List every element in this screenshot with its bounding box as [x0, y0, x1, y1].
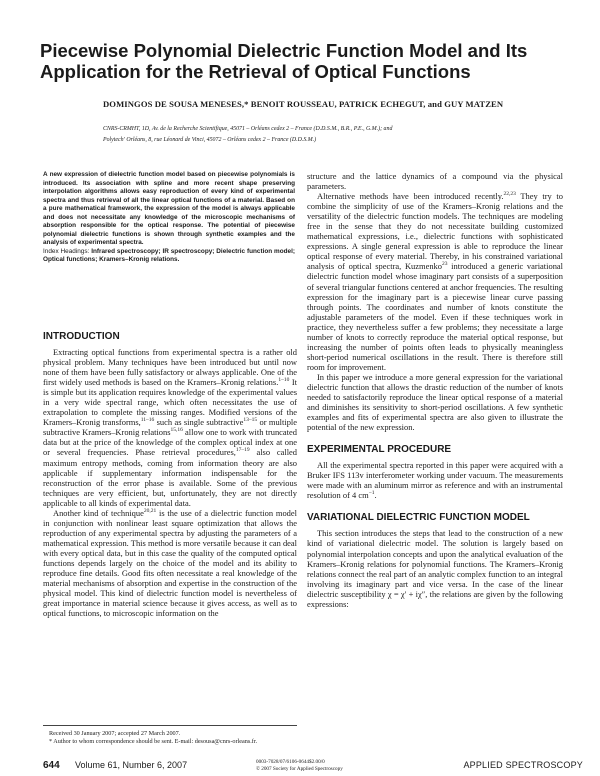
citation: 11–16	[140, 417, 155, 424]
citation: 20,21	[143, 507, 157, 514]
received-note: Received 30 January 2007; accepted 27 March 2007.	[49, 730, 181, 737]
affiliations	[103, 124, 573, 146]
paragraph: Extracting optical functions from experimental spectra is a rather old physical problem. Many techniques have been introduced but until now none of them have been fully satisfactory or always applicable. One of the first widely used methods is based on the Kramers–Kronig relations.$^{1-10}$ It is simple but its application requires knowledge of the experimental values in a very wide spectral range, which often necessitates the use of extrapolation to complete the missing ranges. Modified versions of the Kramers–Kronig transforms,$^{11-16}$ such as single subtractive$^{13-15}$ or multiple subtractive Kramers–Kronig relations$^{15,16}$ allow one to work with truncated data but at the price of the knowledge of the complex optical index at one or several frequencies. Phase retrieval procedures,$^{17-19}$ also called maximum entropy methods, coming from information theory are also applicable if supplementary information indispensable for the reconstruction of the error phase is available. Some of the previous techniques are very efficient, but, unfortunately, they are not directly applicable to all kinds of experimental data.	[43, 347, 298, 508]
abstract-text: A new expression of dielectric function model based on piecewise polynomials is introduced. Its association with spline and more recent shape preserving interpolation algorithms allows easy reproduction of every kind of experimental spectra and thus retrieval of all the linear optical functions of a material. Based on a pure mathematical framework, the expression of the model is always applicable and does not necessitate any knowledge of the microscopic mechanisms of absorption responsible for the optical response. The potential of piecewise polynomial dielectric functions is shown through synthetic examples and the analysis of experimental spectra.	[43, 171, 295, 247]
issn-code: 0003-7028/07/6106-0644$2.00/0	[256, 759, 325, 765]
index-headings	[43, 248, 295, 265]
paragraph: Alternative methods have been introduced recently.$^{22,23}$ They try to combine the simplicity of use of the Kramers–Kronig relations and the versatility of the dielectric function models. The techniques are modeling free in the sense that they do not necessitate building customized mathematical expressions, i.e., dielectric functions with sophisticated expressions. A single general expression is able to reproduce the linear optical response of every material. Thereby, in his constrained variational analysis of optical spectra, Kuzmenko$^{23}$ introduced a generic variational dielectric function model whose imaginary part consists of a superposition of several triangular functions centered at anchor frequencies. The resulting expression for the imaginary part is a piecewise linear curve passing through points. The coordinates and number of knots constitute the adjustable parameters of the model. Even if these techniques work in practice, they nevertheless suffer a few problems; they necessitate a large number of knots to correctly reproduce the material optical response, but increasing the number of points often leads to physically meaningless short-period numerical oscillations in the result. There is therefore still room for improvement.	[307, 191, 563, 372]
page-number: 644	[43, 760, 60, 771]
affiliation-1: CNRS-CRMHT, 1D, Av. de la Recherche Scientifique, 45071 – Orléans cedex 2 – France (D.D.S.M., B.R., P.E., G.M.); and	[103, 126, 393, 132]
section-heading-variational: VARIATIONAL DIELECTRIC FUNCTION MODEL	[307, 512, 530, 524]
journal-name: APPLIED SPECTROSCOPY	[463, 760, 583, 770]
index-terms: Infrared spectroscopy; IR spectroscopy; Dielectric function model; Optical functions; Kramers–Kronig relations.	[43, 247, 296, 264]
section-heading-experimental: EXPERIMENTAL PROCEDURE	[307, 444, 452, 456]
copyright: © 2007 Society for Applied Spectroscopy	[256, 765, 343, 772]
volume-info: Volume 61, Number 6, 2007	[75, 760, 188, 770]
right-column	[307, 171, 563, 609]
paragraph: Another kind of technique$^{20,21}$ is the use of a dielectric function model in conjunction with nonlinear least square optimization that allows the reproduction of any experimental spectra by adjusting the parameters of a mathematical expression. This method is more versatile because it can deal with every optical data, but in this case the quality of the computed optical functions depends largely on the choice of the model and its ability to reproduce fine details. Good fits often necessitate a real knowledge of the material mechanisms of absorption and expertise in the construction of the physical model. This kind of dielectric function model is nevertheless of great importance in material science because it gives access, as well as to optical functions, to microscopic information on the	[43, 507, 297, 619]
citation: 13–15	[243, 417, 258, 424]
section-heading-introduction: INTRODUCTION	[43, 331, 120, 342]
author-list: DOMINGOS DE SOUSA MENESES,* BENOIT ROUSSEAU, PATRICK ECHEGUT, and GUY MATZEN	[103, 99, 504, 109]
unit-exponent: −1	[368, 490, 375, 497]
citation: 23	[441, 261, 448, 268]
corresponding-author-note: * Author to whom correspondence should be sent. E-mail: desousa@cnrs-orleans.fr.	[49, 737, 258, 745]
citation: 22,23	[503, 191, 516, 198]
citation: 15,16	[170, 427, 183, 434]
footnotes	[43, 725, 297, 745]
page-footer	[43, 760, 583, 772]
citation: 1–10	[278, 377, 290, 384]
citation: 17–19	[235, 447, 250, 454]
paragraph: structure and the lattice dynamics of a compound via the physical parameters.	[307, 171, 563, 192]
abstract	[43, 171, 295, 265]
left-column	[43, 331, 297, 618]
paragraph: All the experimental spectra reported in this paper were acquired with a Bruker IFS 113v interferometer working under vacuum. The measurements were made with an aluminum mirror as reference and with an instrumental resolution of 4 $cm^{-1}$.	[307, 460, 563, 501]
paragraph: This section introduces the steps that lead to the construction of a new kind of variational dielectric model. The solution is largely based on polynomial interpolation concepts and upon the analytical evaluation of the Kramers–Kronig relations for polynomial functions. The Kramers–Kronig relations connect the real part of an analytic complex function to an integral involving its imaginary part and vice versa. In the case of the linear dielectric susceptibility χ = χ′ + iχ″, the relations are given by the following expressions:	[307, 528, 563, 609]
index-heading-label: Index Headings:	[43, 247, 90, 255]
affiliation-2: Polytech' Orléans, 8, rue Léonard de Vinci, 45072 – Orléans cedex 2 – France (D.D.S.M.)	[103, 137, 317, 143]
copyright-block	[256, 759, 396, 772]
paragraph: In this paper we introduce a more general expression for the variational dielectric function that allows the drastic reduction of the number of knots needed to satisfactorily reproduce the linear optical response of a material and diminishes its sensitivity to short-period oscillations. A few synthetic examples and fits of experimental spectra are also given to illustrate the potential of the new expression.	[307, 371, 563, 433]
article-title: Piecewise Polynomial Dielectric Function Model and Its Application for the Retrieval of Optical Functions	[40, 40, 528, 82]
